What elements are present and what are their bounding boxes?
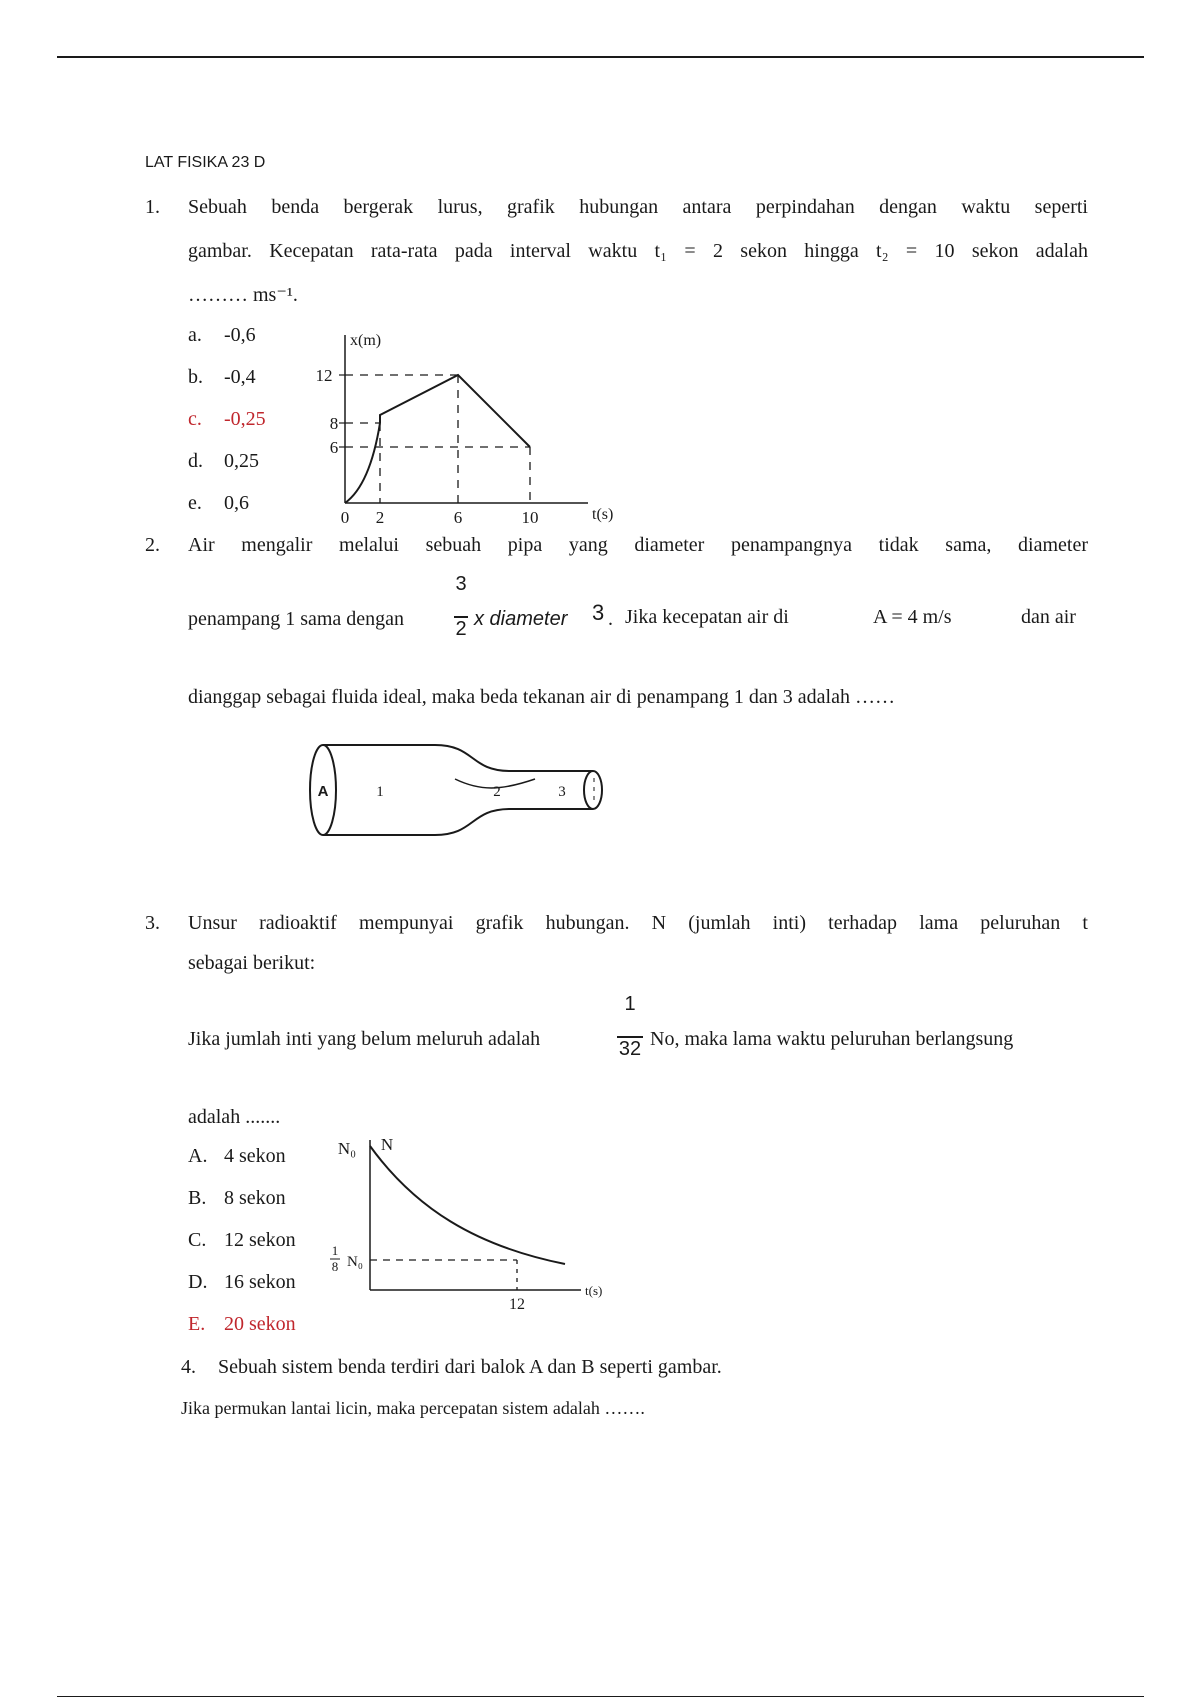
option-value: 16 sekon (224, 1271, 296, 1293)
fraction-denominator: 2 (455, 617, 467, 640)
question-3-number: 3. (145, 912, 160, 934)
x-tick-6-label: 6 (453, 508, 463, 525)
question-3-option-b[interactable] (188, 1187, 286, 1210)
page-header: LAT FISIKA 23 D (145, 154, 266, 171)
option-value: 12 sekon (224, 1229, 296, 1251)
eighth-denominator: 8 (331, 1259, 339, 1274)
question-1-option-c-correct[interactable] (188, 408, 266, 431)
option-letter: a. (188, 324, 202, 346)
fraction-numerator: 3 (455, 573, 467, 595)
radioactive-decay-graph (325, 1128, 625, 1318)
y-tick-8-label: 8 (329, 414, 339, 433)
option-letter: c. (188, 408, 202, 430)
option-value: 4 sekon (224, 1145, 286, 1167)
n0-label: N₀ (337, 1139, 357, 1158)
pipe-outlet (584, 771, 602, 809)
option-value: 8 sekon (224, 1187, 286, 1209)
question-2-line-1: Air mengalir melalui sebuah pipa yang diameter penampangnya tidak sama, diameter (188, 534, 1088, 556)
line-segments (380, 375, 530, 447)
option-letter: D. (188, 1271, 208, 1293)
bottom-rule (57, 1696, 1144, 1697)
x-tick-12-label: 12 (509, 1296, 525, 1313)
decay-curve (370, 1146, 565, 1264)
option-value: -0,25 (224, 408, 266, 430)
x-tick-2-label: 2 (375, 508, 385, 525)
option-letter: E. (188, 1313, 206, 1335)
question-1-option-e[interactable] (188, 492, 249, 515)
question-2-line-2-middle: Jika kecepatan air di (625, 606, 789, 628)
fraction-denominator: 32 (618, 1037, 642, 1060)
question-3-line-3-start: Jika jumlah inti yang belum meluruh adalah (188, 1028, 541, 1050)
eighth-numerator: 1 (331, 1243, 339, 1258)
question-3-option-d[interactable] (188, 1271, 296, 1294)
question-3-line-4: adalah ....... (188, 1106, 281, 1128)
sentence-dot: . (608, 608, 613, 630)
pipe-label-a: A (317, 783, 329, 800)
fraction-three-halves (452, 573, 470, 641)
question-1-line-2: gambar. Kecepatan rata-rata pada interval waktu t₁ = 2 sekon hingga t₂ = 10 sekon adalah (188, 240, 1088, 262)
n-axis-label: N (380, 1135, 394, 1154)
question-3-line-3-end: No, maka lama waktu peluruhan berlangsung (650, 1028, 1014, 1050)
option-letter: A. (188, 1145, 208, 1167)
question-1-line-3: ……… ms⁻¹. (188, 284, 298, 306)
option-letter: e. (188, 492, 202, 514)
option-value: 0,25 (224, 450, 259, 472)
question-1-option-a[interactable] (188, 324, 256, 347)
question-1-number: 1. (145, 196, 160, 218)
x-origin-label: 0 (340, 508, 350, 525)
option-letter: B. (188, 1187, 207, 1209)
question-2-line-3: dianggap sebagai fluida ideal, maka beda tekanan air di penampang 1 dan 3 adalah …… (188, 686, 895, 708)
question-3-line-1: Unsur radioaktif mempunyai grafik hubungan. N (jumlah inti) terhadap lama peluruhan t (188, 912, 1088, 934)
y-tick-12-label: 12 (315, 366, 333, 385)
option-letter: d. (188, 450, 203, 472)
n0-small-label: N₀ (346, 1254, 364, 1270)
diameter-subscript: 3 (592, 600, 605, 625)
option-value: 20 sekon (224, 1313, 296, 1335)
fraction-one-thirty-second (614, 993, 646, 1061)
curve-segment (345, 423, 380, 503)
pipe-diagram (305, 735, 615, 845)
question-1-option-b[interactable] (188, 366, 256, 389)
question-3-line-2: sebagai berikut: (188, 952, 316, 974)
option-letter: C. (188, 1229, 207, 1251)
question-4-number: 4. (181, 1356, 196, 1378)
displacement-time-graph (300, 325, 630, 525)
pipe-label-1: 1 (376, 784, 384, 800)
option-letter: b. (188, 366, 203, 388)
pipe-top-edge (323, 745, 593, 771)
fraction-numerator: 1 (624, 993, 636, 1015)
option-value: -0,4 (224, 366, 256, 388)
option-value: 0,6 (224, 492, 249, 514)
question-1-line-1: Sebuah benda bergerak lurus, grafik hubungan antara perpindahan dengan waktu seperti (188, 196, 1088, 218)
question-2-line-2-end: dan air (1021, 606, 1076, 628)
y-axis-label: x(m) (350, 332, 382, 349)
question-2-number: 2. (145, 534, 160, 556)
top-rule (57, 56, 1144, 58)
x-tick-10-label: 10 (521, 508, 539, 525)
x-axis-label: t(s) (592, 506, 614, 523)
graph-guides (345, 375, 530, 503)
velocity-value: A = 4 m/s (873, 606, 952, 628)
question-3-option-a[interactable] (188, 1145, 286, 1168)
pipe-bottom-edge (323, 809, 593, 835)
pipe-label-2: 2 (493, 784, 501, 800)
question-3-option-e-correct[interactable] (188, 1313, 296, 1336)
question-4-line-2: Jika permukan lantai licin, maka percepatan sistem adalah ……. (181, 1398, 645, 1418)
diameter-expression: x diameter (474, 608, 568, 630)
pipe-label-3: 3 (558, 784, 566, 800)
question-3-option-c[interactable] (188, 1229, 296, 1252)
question-1-option-d[interactable] (188, 450, 259, 473)
question-2-line-2-start: penampang 1 sama dengan (188, 608, 405, 630)
y-tick-6-label: 6 (329, 438, 339, 457)
time-axis-label: t(s) (585, 1283, 603, 1298)
question-4-line-1: Sebuah sistem benda terdiri dari balok A dan B seperti gambar. (218, 1356, 722, 1378)
option-value: -0,6 (224, 324, 256, 346)
